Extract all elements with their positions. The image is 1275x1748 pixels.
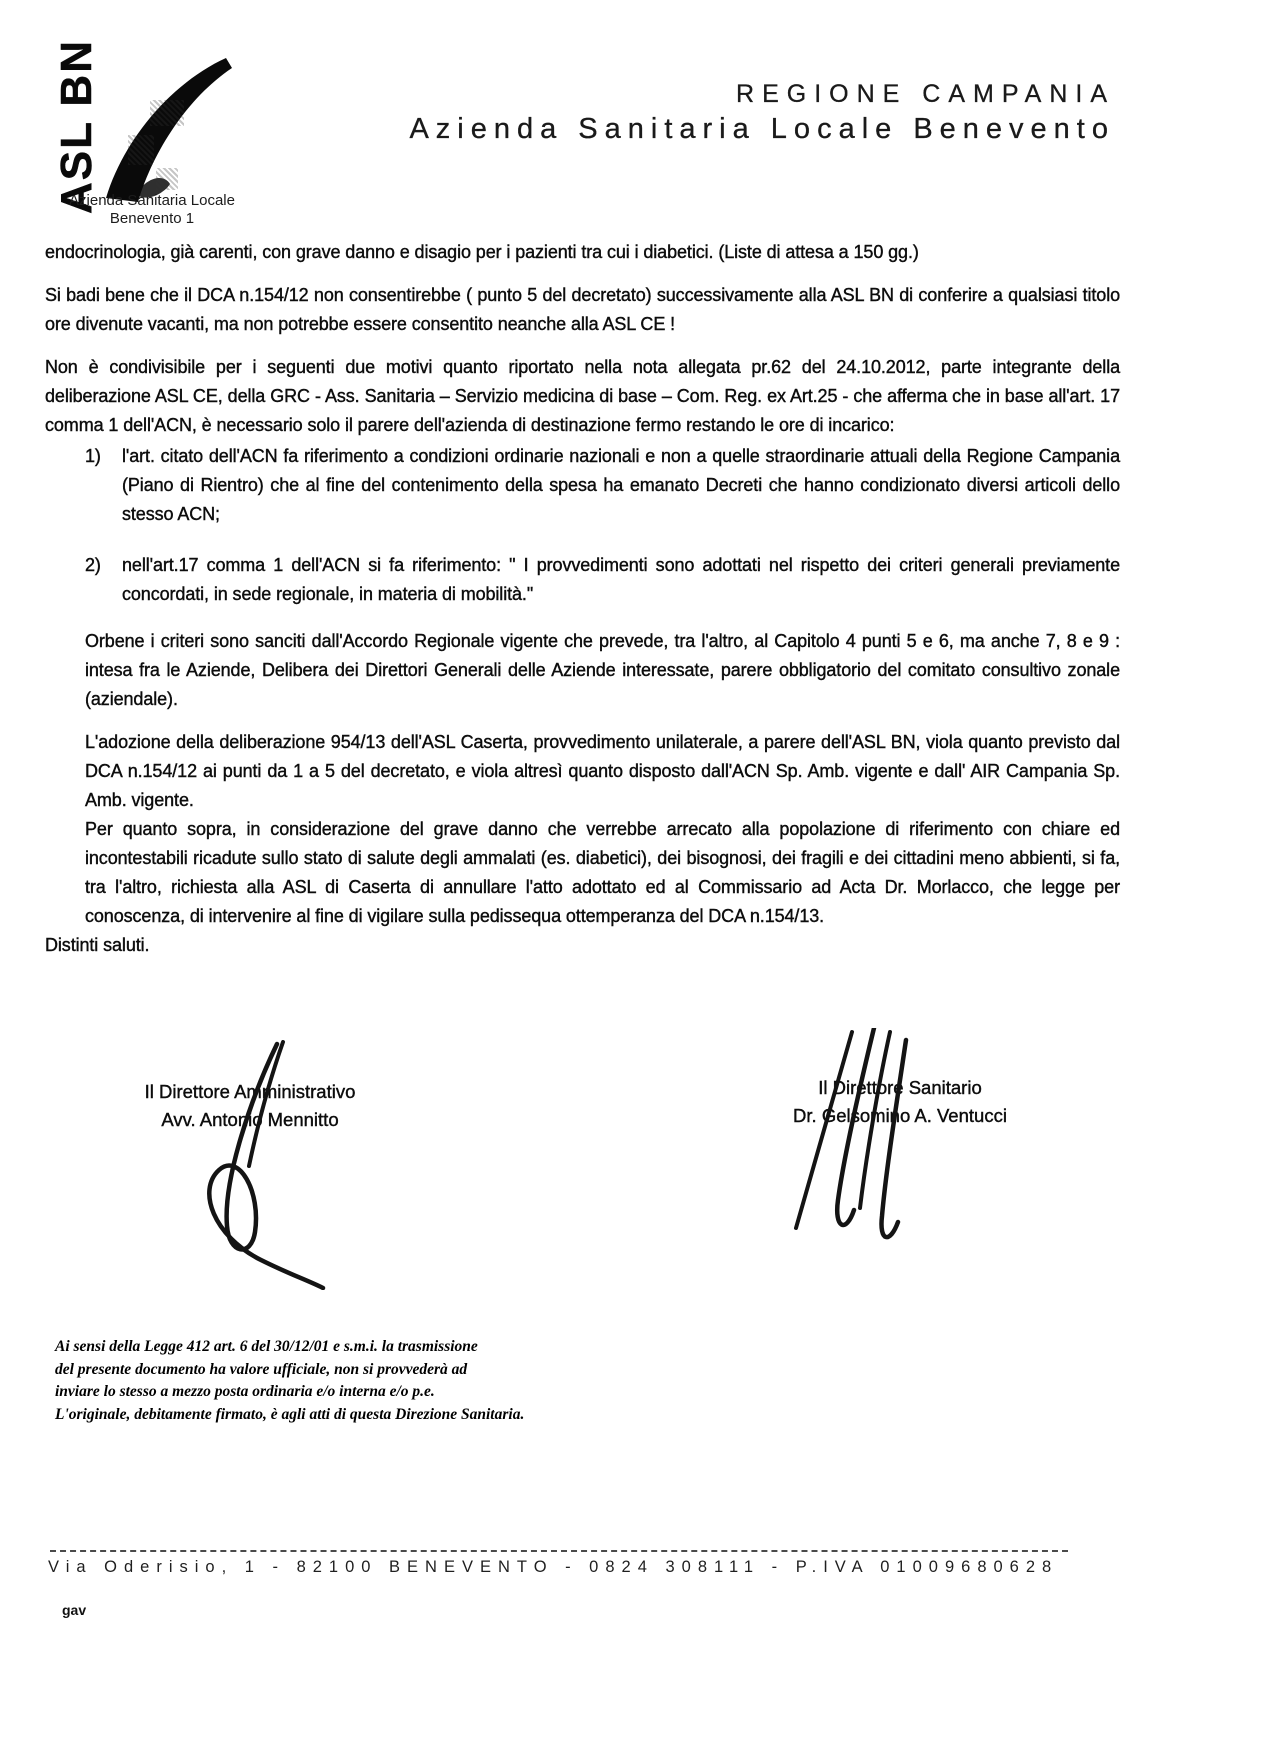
scan-noise <box>128 135 154 165</box>
legal-note-line: Ai sensi della Legge 412 art. 6 del 30/12/01 e s.m.i. la trasmissione <box>55 1338 478 1355</box>
legal-note-line: inviare lo stesso a mezzo posta ordinaria e/o interna e/o p.e. <box>55 1383 435 1400</box>
logo-vertical-text: ASL BN <box>52 39 101 214</box>
legal-transmission-note <box>55 1336 524 1426</box>
list-item-number: 2) <box>85 555 101 575</box>
footer-divider <box>50 1550 1068 1552</box>
letterhead-region: REGIONE CAMPANIA <box>736 80 1115 108</box>
list-item-number: 1) <box>85 446 101 466</box>
letter-body <box>45 238 1120 960</box>
paragraph-6: Per quanto sopra, in considerazione del grave danno che verrebbe arrecato alla popolazione di riferimento con chiare ed incontestabili ricadute sullo stato di salute degli ammalati (es. diabetici), dei bisognosi, dei fragili e dei cittadini meno abbienti, si fa, tra l'altro, richiesta alla ASL di Caserta di annullare l'atto adottato ed al Commissario ad Acta Dr. Morlacco, che legge per conoscenza, di intervenire al fine di vigilare sulla pedissequa ottemperanza del DCA n.154/13. <box>85 819 1120 926</box>
list-item-text: l'art. citato dell'ACN fa riferimento a condizioni ordinarie nazionali e non a quelle straordinarie attuali della Regione Campania (Piano di Rientro) che al fine del contenimento della spesa ha emanato Decreti che hanno condizionato diversi articoli dello stesso ACN; <box>122 446 1120 524</box>
closing-salutation: Distinti saluti. <box>45 935 150 955</box>
footer-initials: gav <box>62 1602 87 1618</box>
paragraph-1: endocrinologia, già carenti, con grave danno e disagio per i pazienti tra cui i diabetici. (Liste di attesa a 150 gg.) <box>45 242 919 262</box>
scan-noise <box>156 168 178 190</box>
list-item <box>85 442 1120 529</box>
letterhead-organization: Azienda Sanitaria Locale Benevento <box>409 113 1115 145</box>
logo-caption-line2: Benevento 1 <box>109 210 195 227</box>
list-item <box>85 551 1120 609</box>
signature-name: Avv. Antonio Mennitto <box>161 1109 339 1130</box>
legal-note-line: del presente documento ha valore ufficiale, non si provvederà ad <box>55 1360 468 1378</box>
legal-note-line: L'originale, debitamente firmato, è agli atti di questa Direzione Sanitaria. <box>55 1405 525 1423</box>
signature-block-sanitary <box>745 1074 1055 1130</box>
scan-noise <box>150 100 184 126</box>
logo-caption-line1: Azienda Sanitaria Locale <box>69 192 235 209</box>
signature-name: Dr. Gelsomino A. Ventucci <box>793 1105 1007 1126</box>
paragraph-2: Si badi bene che il DCA n.154/12 non consentirebbe ( punto 5 del decretato) successivamente alla ASL BN di conferire a qualsiasi titolo ore divenute vacanti, ma non potrebbe essere consentito neanche alla ASL CE ! <box>45 285 1120 334</box>
signature-title: Il Direttore Sanitario <box>818 1077 982 1098</box>
list-item-text: nell'art.17 comma 1 dell'ACN si fa riferimento: " I provvedimenti sono adottati nel rispetto dei criteri generali previamente concordati, in sede regionale, in materia di mobilità." <box>122 555 1120 604</box>
handwritten-signature-right <box>788 1028 938 1278</box>
signature-title: Il Direttore Amministrativo <box>144 1081 356 1102</box>
logo-caption <box>52 192 252 228</box>
paragraph-4: Orbene i criteri sono sanciti dall'Accordo Regionale vigente che prevede, tra l'altro, al Capitolo 4 punti 5 e 6, ma anche 7, 8 e 9 : intesa fra le Aziende, Delibera dei Direttori Generali delle Aziende interessate, parere obbligatorio del comitato consultivo zonale (aziendale). <box>85 631 1120 709</box>
numbered-list <box>85 442 1120 609</box>
signature-block-administrative <box>105 1078 395 1134</box>
paragraph-5: L'adozione della deliberazione 954/13 dell'ASL Caserta, provvedimento unilaterale, a parere dell'ASL BN, viola quanto previsto dal DCA n.154/12 ai punti da 1 a 5 del decretato, e viola altresì quanto disposto dall'ACN Sp. Amb. vigente e dall' AIR Campania Sp. Amb. vigente. <box>85 732 1120 810</box>
paragraph-3: Non è condivisibile per i seguenti due motivi quanto riportato nella nota allegata pr.62 del 24.10.2012, parte integrante della deliberazione ASL CE, della GRC - Ass. Sanitaria – Servizio medicina di base – Com. Reg. ex Art.25 - che afferma che in base all'art. 17 comma 1 dell'ACN, è necessario solo il parere dell'azienda di destinazione fermo restando le ore di incarico: <box>45 357 1120 435</box>
letterhead <box>409 80 1115 146</box>
footer-address-line: Via Oderisio, 1 - 82100 BENEVENTO - 0824 308111 - P.IVA 01009680628 <box>48 1558 1059 1576</box>
